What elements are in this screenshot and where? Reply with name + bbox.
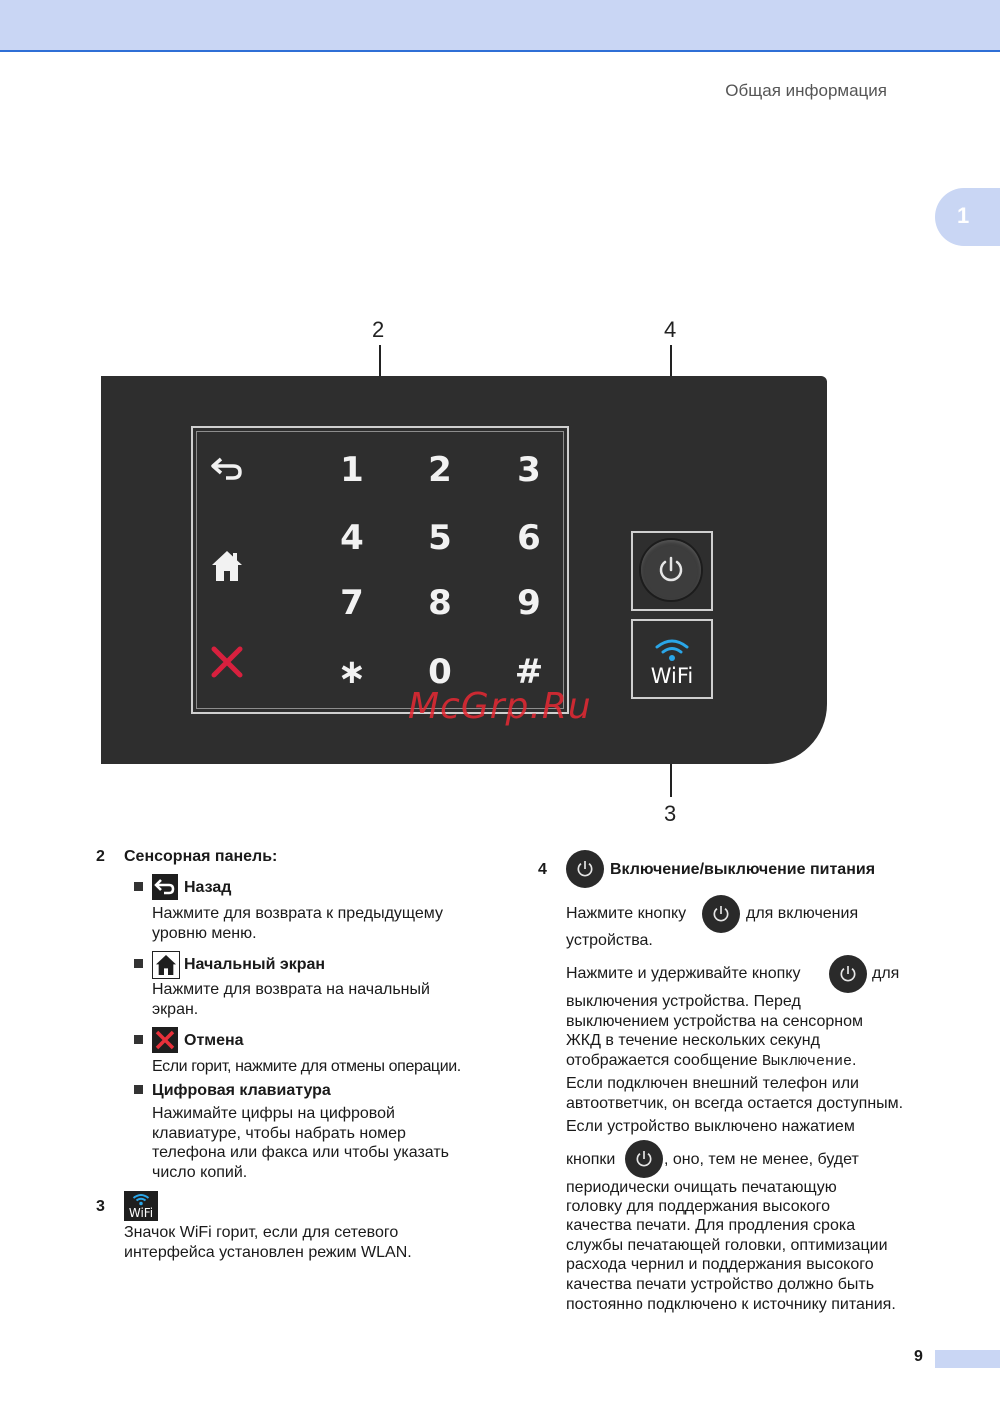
item-4-title: Включение/выключение питания [610, 861, 876, 878]
key-6[interactable]: 6 [517, 518, 541, 558]
item-2-title: Сенсорная панель: [124, 848, 278, 865]
cancel-title: Отмена [184, 1032, 244, 1049]
p3-b: автоответчик, он всегда остается доступным. [566, 1095, 904, 1112]
power-inline-icon [829, 955, 867, 993]
key-hash[interactable]: # [514, 652, 544, 692]
watermark: McGrp.Ru [408, 686, 592, 727]
key-1[interactable]: 1 [340, 450, 364, 490]
item-3-number: 3 [96, 1198, 105, 1215]
keypad-title: Цифровая клавиатура [152, 1082, 331, 1099]
home-title: Начальный экран [184, 956, 326, 973]
item-4-number: 4 [538, 861, 547, 878]
p4-i: качества печати устройство должно быть [566, 1276, 875, 1293]
header-band [0, 0, 1000, 52]
bullet [134, 882, 143, 891]
p4-h: расхода чернил и поддержания высокого [566, 1256, 874, 1273]
p3-a: Если подключен внешний телефон или [566, 1075, 859, 1092]
bullet [134, 1085, 143, 1094]
home-desc-2: экран. [152, 1001, 199, 1018]
item-2-number: 2 [96, 848, 105, 865]
keypad-desc-4: число копий. [152, 1164, 248, 1181]
key-7[interactable]: 7 [340, 583, 364, 623]
wifi-indicator [631, 619, 713, 699]
back-mini-icon [152, 874, 178, 900]
back-title: Назад [184, 879, 232, 896]
back-arrow-icon [209, 455, 245, 483]
wifi-label: WiFi [650, 664, 694, 688]
back-key[interactable] [205, 452, 249, 486]
wifi-desc-2: интерфейса установлен режим WLAN. [124, 1244, 412, 1261]
p4-e: головку для поддержания высокого [566, 1198, 831, 1215]
p2-dot: . [851, 1052, 857, 1069]
p4-g: службы печатающей головки, оптимизации [566, 1237, 888, 1254]
p1-c: устройства. [566, 932, 653, 949]
key-8[interactable]: 8 [428, 583, 452, 623]
wifi-icon [652, 637, 692, 665]
key-5[interactable]: 5 [428, 518, 452, 558]
shutdown-message: Выключение [761, 1053, 852, 1070]
home-desc-1: Нажмите для возврата на начальный [152, 981, 430, 998]
power-mini-button [566, 850, 604, 888]
back-desc-1: Нажмите для возврата к предыдущему [152, 905, 443, 922]
p2-b: для [872, 965, 900, 982]
p2-a: Нажмите и удерживайте кнопку [566, 965, 801, 982]
home-mini-icon [152, 951, 180, 979]
wifi-mini-icon [124, 1191, 158, 1221]
callout-3: 3 [664, 801, 677, 826]
p2-c: выключения устройства. Перед [566, 993, 801, 1010]
p2-f: отображается сообщение [566, 1052, 758, 1069]
p1-a: Нажмите кнопку [566, 905, 687, 922]
p4-j: постоянно подключено к источнику питания. [566, 1296, 896, 1313]
bullet [134, 1035, 143, 1044]
key-4[interactable]: 4 [340, 518, 364, 558]
keypad-desc-3: телефона или факса или чтобы указать [152, 1144, 449, 1161]
key-9[interactable]: 9 [517, 583, 541, 623]
chapter-number: 1 [957, 203, 970, 228]
bullet [134, 959, 143, 968]
wifi-mini-label: WiFi [128, 1206, 154, 1220]
key-star[interactable]: ∗ [337, 652, 367, 692]
home-key[interactable] [205, 546, 249, 586]
callout-4: 4 [664, 317, 677, 342]
power-inline-icon [625, 1140, 663, 1178]
power-inline-icon [702, 895, 740, 933]
p2-f-line [566, 1051, 856, 1072]
keypad-desc-2: клавиатуре, чтобы набрать номер [152, 1125, 406, 1142]
p4-d: периодически очищать печатающую [566, 1179, 837, 1196]
power-icon [656, 555, 686, 585]
key-0[interactable]: 0 [428, 652, 452, 692]
cancel-desc: Если горит, нажмите для отмены операции. [152, 1058, 461, 1075]
p1-b: для включения [746, 905, 859, 922]
page-tab [935, 1350, 1000, 1368]
cancel-x-icon [210, 645, 244, 679]
chapter-tab [935, 188, 1000, 246]
cancel-mini-icon [152, 1027, 178, 1053]
p2-e: ЖКД в течение нескольких секунд [566, 1032, 820, 1049]
p4-f: качества печати. Для продления срока [566, 1217, 856, 1234]
keypad-desc-1: Нажимайте цифры на цифровой [152, 1105, 395, 1122]
callout-2: 2 [372, 317, 385, 342]
home-icon [209, 548, 245, 584]
p4-b: кнопки [566, 1151, 616, 1168]
section-title: Общая информация [725, 81, 887, 100]
wifi-desc-1: Значок WiFi горит, если для сетевого [124, 1224, 399, 1241]
cancel-key[interactable] [205, 642, 249, 682]
power-button[interactable] [641, 540, 701, 600]
key-2[interactable]: 2 [428, 450, 452, 490]
touch-panel [191, 426, 569, 714]
page-number: 9 [914, 1348, 923, 1365]
p2-d: выключением устройства на сенсорном [566, 1013, 864, 1030]
p4-c: , оно, тем не менее, будет [664, 1151, 859, 1168]
key-3[interactable]: 3 [517, 450, 541, 490]
back-desc-2: уровню меню. [152, 925, 257, 942]
p4-a: Если устройство выключено нажатием [566, 1118, 855, 1135]
power-button-frame [631, 531, 713, 611]
